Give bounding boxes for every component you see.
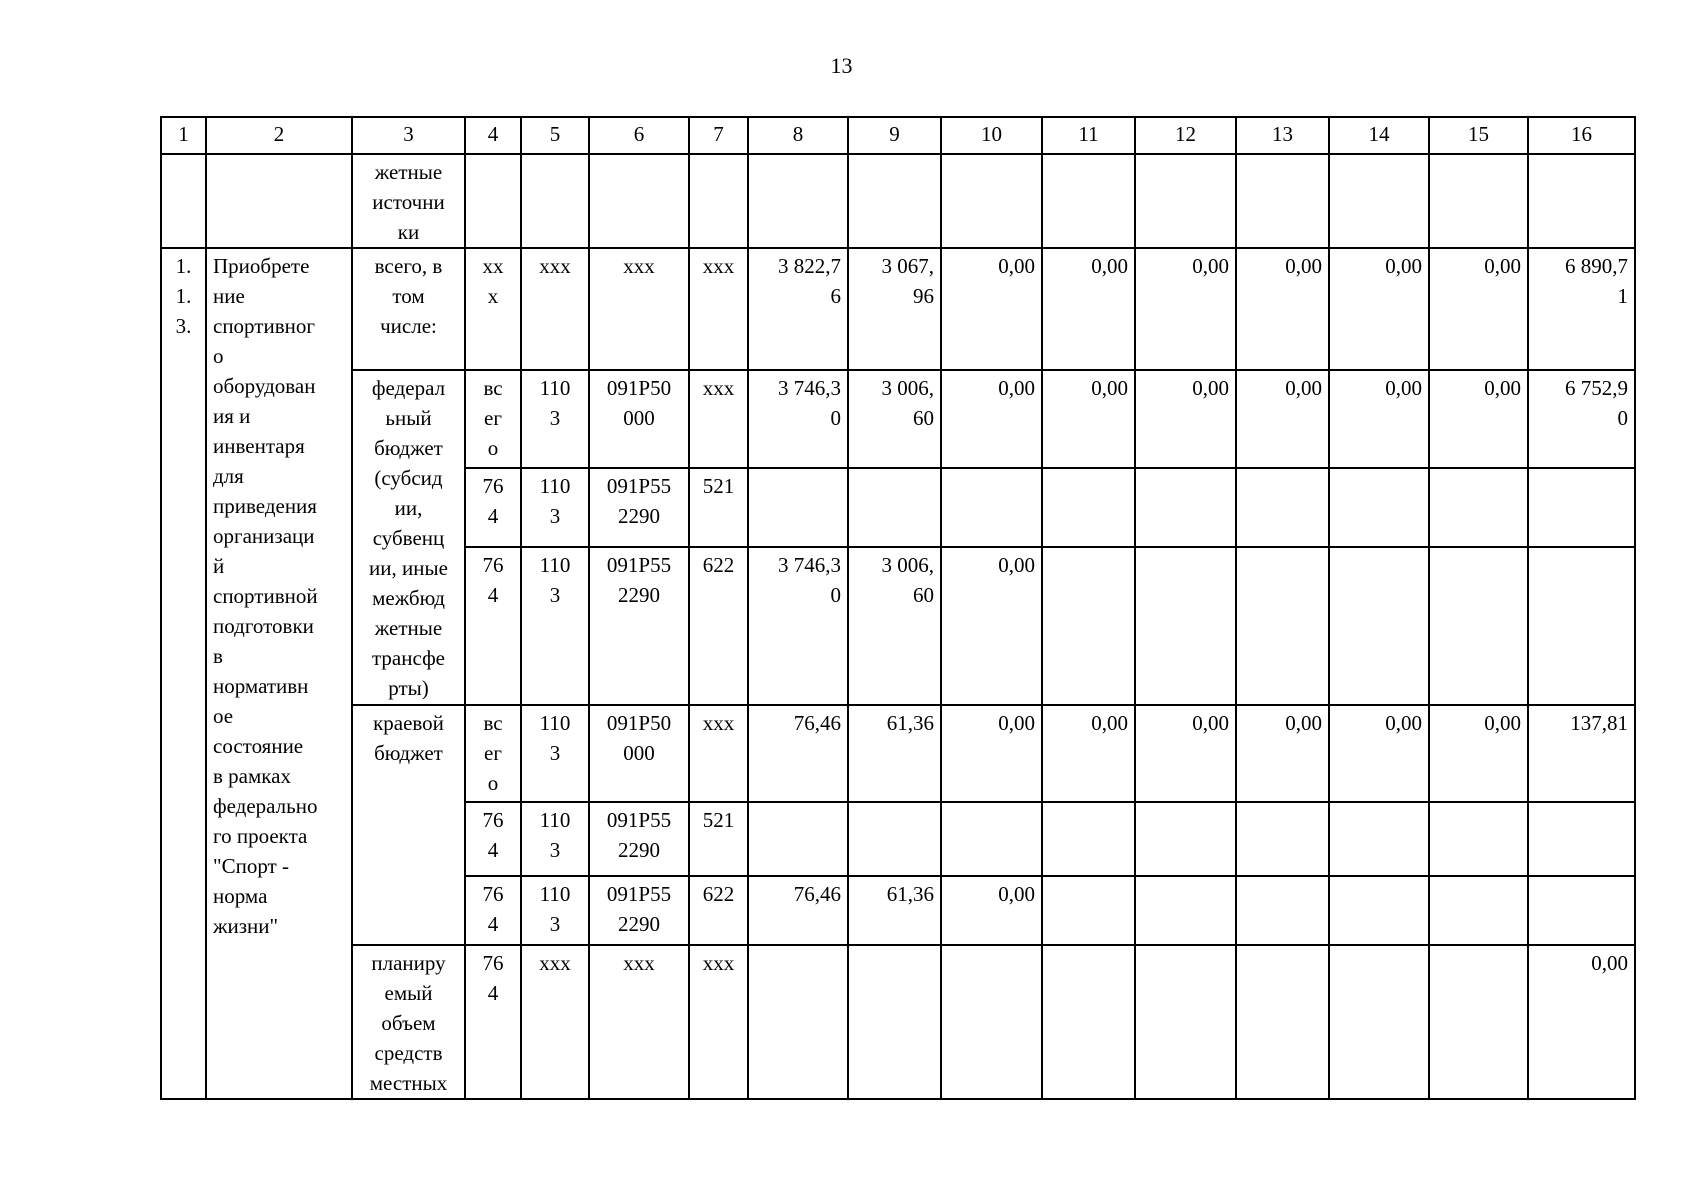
amount-cell: 0,00 <box>941 248 1042 370</box>
header-cell: 1 <box>161 117 206 154</box>
amount-cell <box>1236 468 1329 547</box>
header-cell: 14 <box>1329 117 1429 154</box>
amount-cell: 3 746,3 0 <box>748 370 848 468</box>
amount-cell: 0,00 <box>941 370 1042 468</box>
amount-cell <box>1528 547 1635 705</box>
table-cell: 76 4 <box>465 468 521 547</box>
item-number-cell: 1. 1. 3. <box>161 248 206 1099</box>
amount-cell: 0,00 <box>1042 705 1135 802</box>
header-cell: 7 <box>689 117 748 154</box>
table-cell: 091Р55 2290 <box>589 802 689 876</box>
amount-cell <box>941 802 1042 876</box>
table-cell: xxx <box>689 248 748 370</box>
amount-cell <box>848 802 941 876</box>
amount-cell <box>1528 802 1635 876</box>
table-cell <box>161 154 206 248</box>
header-cell: 12 <box>1135 117 1236 154</box>
amount-cell: 0,00 <box>1329 248 1429 370</box>
table-row-total <box>161 248 1635 370</box>
header-cell: 3 <box>352 117 465 154</box>
amount-cell: 0,00 <box>1236 248 1329 370</box>
table-cell: 110 3 <box>521 547 589 705</box>
header-cell: 15 <box>1429 117 1528 154</box>
table-cell <box>941 154 1042 248</box>
table-cell <box>1042 154 1135 248</box>
amount-cell <box>941 945 1042 1099</box>
amount-cell <box>1236 876 1329 945</box>
funding-source-cell: жетные источни ки <box>352 154 465 248</box>
amount-cell <box>1042 468 1135 547</box>
amount-cell: 0,00 <box>1528 945 1635 1099</box>
table-cell <box>1429 154 1528 248</box>
table-cell: 110 3 <box>521 705 589 802</box>
amount-cell <box>1528 876 1635 945</box>
table-cell: xxx <box>689 370 748 468</box>
table-cell <box>689 154 748 248</box>
amount-cell <box>1329 547 1429 705</box>
header-cell: 6 <box>589 117 689 154</box>
amount-cell: 0,00 <box>1329 370 1429 468</box>
amount-cell <box>1135 945 1236 1099</box>
table-row <box>161 154 1635 248</box>
amount-cell: 0,00 <box>1042 370 1135 468</box>
table-cell: 091Р55 2290 <box>589 876 689 945</box>
table-cell: 521 <box>689 802 748 876</box>
table-cell: 622 <box>689 876 748 945</box>
amount-cell <box>1042 945 1135 1099</box>
table-header-row <box>161 117 1635 154</box>
amount-cell <box>1329 876 1429 945</box>
amount-cell <box>1429 468 1528 547</box>
amount-cell: 0,00 <box>941 876 1042 945</box>
amount-cell <box>941 468 1042 547</box>
table-cell <box>848 154 941 248</box>
table-cell <box>206 154 352 248</box>
funding-source-cell: планиру емый объем средств местных <box>352 945 465 1099</box>
table-cell: 76 4 <box>465 876 521 945</box>
amount-cell <box>1135 802 1236 876</box>
header-cell: 11 <box>1042 117 1135 154</box>
amount-cell: 76,46 <box>748 705 848 802</box>
amount-cell <box>1236 945 1329 1099</box>
table-cell: xxx <box>589 945 689 1099</box>
table-cell: xxx <box>689 705 748 802</box>
table-cell: 091Р55 2290 <box>589 468 689 547</box>
amount-cell: 3 006, 60 <box>848 547 941 705</box>
amount-cell <box>1429 945 1528 1099</box>
table-cell: 110 3 <box>521 802 589 876</box>
table-cell: 76 4 <box>465 945 521 1099</box>
table-row-federal <box>161 370 1635 468</box>
table-cell: xx x <box>465 248 521 370</box>
table-cell <box>1135 154 1236 248</box>
table-cell <box>748 154 848 248</box>
amount-cell: 61,36 <box>848 705 941 802</box>
amount-cell: 0,00 <box>1135 705 1236 802</box>
amount-cell <box>848 468 941 547</box>
amount-cell: 0,00 <box>941 547 1042 705</box>
amount-cell <box>1236 547 1329 705</box>
amount-cell: 61,36 <box>848 876 941 945</box>
table-cell: 110 3 <box>521 876 589 945</box>
table-row-regional <box>161 705 1635 802</box>
amount-cell: 0,00 <box>1329 705 1429 802</box>
amount-cell <box>1042 876 1135 945</box>
amount-cell <box>1135 547 1236 705</box>
table-cell: xxx <box>589 248 689 370</box>
amount-cell: 3 746,3 0 <box>748 547 848 705</box>
amount-cell: 0,00 <box>1042 248 1135 370</box>
header-cell: 4 <box>465 117 521 154</box>
table-cell: 622 <box>689 547 748 705</box>
funding-source-cell: краевой бюджет <box>352 705 465 945</box>
amount-cell <box>1329 802 1429 876</box>
header-cell: 8 <box>748 117 848 154</box>
amount-cell <box>748 802 848 876</box>
amount-cell: 0,00 <box>1236 705 1329 802</box>
table-cell: 76 4 <box>465 547 521 705</box>
amount-cell <box>1329 945 1429 1099</box>
amount-cell: 6 890,7 1 <box>1528 248 1635 370</box>
table-cell: 091Р55 2290 <box>589 547 689 705</box>
amount-cell: 3 067, 96 <box>848 248 941 370</box>
header-cell: 5 <box>521 117 589 154</box>
table-cell: xxx <box>521 945 589 1099</box>
amount-cell <box>1236 802 1329 876</box>
funding-source-cell: всего, в том числе: <box>352 248 465 370</box>
table-row-local <box>161 945 1635 1099</box>
amount-cell <box>1528 468 1635 547</box>
header-cell: 9 <box>848 117 941 154</box>
amount-cell <box>1135 876 1236 945</box>
table-cell <box>465 154 521 248</box>
table-cell <box>521 154 589 248</box>
amount-cell <box>1042 547 1135 705</box>
table-cell: 110 3 <box>521 370 589 468</box>
funding-source-cell: федерал ьный бюджет (субсид ии, субвенц ии, иные межбюд жетные трансфе рты) <box>352 370 465 705</box>
amount-cell <box>748 468 848 547</box>
header-cell: 16 <box>1528 117 1635 154</box>
amount-cell: 0,00 <box>1135 370 1236 468</box>
table-cell: 110 3 <box>521 468 589 547</box>
page-number: 13 <box>830 53 853 78</box>
table-cell: вс ег о <box>465 705 521 802</box>
amount-cell: 0,00 <box>1429 705 1528 802</box>
amount-cell <box>1042 802 1135 876</box>
table-cell: xxx <box>689 945 748 1099</box>
amount-cell: 76,46 <box>748 876 848 945</box>
amount-cell: 0,00 <box>1429 248 1528 370</box>
table-cell: 521 <box>689 468 748 547</box>
header-cell: 13 <box>1236 117 1329 154</box>
table-cell: 091Р50 000 <box>589 370 689 468</box>
amount-cell: 0,00 <box>1429 370 1528 468</box>
table-cell <box>589 154 689 248</box>
amount-cell: 137,81 <box>1528 705 1635 802</box>
table-cell <box>1236 154 1329 248</box>
amount-cell: 3 006, 60 <box>848 370 941 468</box>
amount-cell <box>1429 802 1528 876</box>
table-cell: вс ег о <box>465 370 521 468</box>
budget-table <box>160 116 1636 1100</box>
header-cell: 2 <box>206 117 352 154</box>
table-cell <box>1528 154 1635 248</box>
amount-cell: 0,00 <box>941 705 1042 802</box>
amount-cell: 3 822,7 6 <box>748 248 848 370</box>
amount-cell <box>848 945 941 1099</box>
table-cell: 091Р50 000 <box>589 705 689 802</box>
amount-cell <box>1429 876 1528 945</box>
amount-cell: 0,00 <box>1135 248 1236 370</box>
item-name-cell: Приобрете ние спортивног о оборудован ия и инвентаря для приведения организаци й спортивной подготовки в нормативн ое состояние в рамках федерально го проекта "Спорт - норма жизни" <box>206 248 352 1099</box>
table-cell <box>1329 154 1429 248</box>
amount-cell <box>1329 468 1429 547</box>
amount-cell <box>1135 468 1236 547</box>
amount-cell <box>748 945 848 1099</box>
table-cell: xxx <box>521 248 589 370</box>
header-cell: 10 <box>941 117 1042 154</box>
amount-cell: 6 752,9 0 <box>1528 370 1635 468</box>
table-cell: 76 4 <box>465 802 521 876</box>
amount-cell <box>1429 547 1528 705</box>
amount-cell: 0,00 <box>1236 370 1329 468</box>
